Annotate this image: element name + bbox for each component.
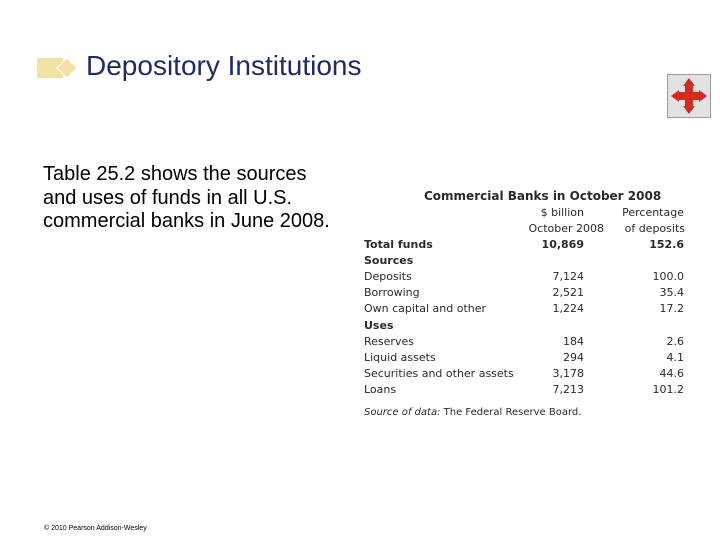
row-value-percent: 101.2 — [652, 383, 684, 396]
row-value-billion: 3,178 — [552, 367, 584, 380]
row-label: Deposits — [364, 270, 412, 283]
source-text: The Federal Reserve Board. — [443, 407, 582, 418]
table-row — [364, 254, 694, 270]
col2-header-line2: of deposits — [624, 222, 685, 235]
row-value-percent: 2.6 — [666, 335, 684, 348]
table-row — [364, 367, 694, 383]
row-label: Liquid assets — [364, 351, 436, 364]
row-value-percent: 44.6 — [659, 367, 684, 380]
table-row — [364, 335, 694, 351]
title-diamond-icon — [37, 56, 81, 80]
source-prefix: Source of data: — [364, 407, 441, 418]
table-row — [364, 270, 694, 286]
row-value-percent: 152.6 — [649, 238, 684, 251]
row-value-percent: 17.2 — [659, 302, 684, 315]
row-value-billion: 2,521 — [552, 286, 584, 299]
row-label: Uses — [364, 319, 394, 332]
col2-header-line1: Percentage — [622, 206, 684, 219]
copyright-notice: © 2010 Pearson Addison-Wesley — [44, 525, 147, 532]
row-value-percent: 4.1 — [666, 351, 684, 364]
row-value-billion: 7,124 — [552, 270, 584, 283]
col1-header-line2: October 2008 — [528, 222, 604, 235]
row-value-percent: 35.4 — [659, 286, 684, 299]
col1-header-line1: $ billion — [540, 206, 584, 219]
row-label: Securities and other assets — [364, 367, 514, 380]
slide-title: Depository Institutions — [86, 50, 362, 81]
row-label: Total funds — [364, 238, 433, 251]
table-row — [364, 286, 694, 302]
row-label: Sources — [364, 254, 414, 267]
table-caption: Commercial Banks in October 2008 — [424, 189, 662, 203]
slide-body-text: Table 25.2 shows the sources and uses of funds in all U.S. commercial banks in June 2008. — [43, 163, 330, 232]
row-label: Loans — [364, 383, 397, 396]
row-value-billion: 1,224 — [552, 302, 584, 315]
row-value-billion: 7,213 — [552, 383, 584, 396]
table-row — [364, 351, 694, 367]
navigation-button[interactable] — [667, 74, 711, 118]
four-way-arrows-icon — [668, 75, 710, 117]
row-label: Own capital and other — [364, 302, 487, 315]
row-value-billion: 10,869 — [541, 238, 584, 251]
table-row — [364, 383, 694, 399]
row-label: Borrowing — [364, 286, 420, 299]
table-row — [364, 302, 694, 318]
table-source-note — [364, 407, 581, 418]
table-row — [364, 319, 694, 335]
row-value-billion: 184 — [563, 335, 584, 348]
row-label: Reserves — [364, 335, 414, 348]
row-value-billion: 294 — [563, 351, 584, 364]
table-row — [364, 238, 694, 254]
row-value-percent: 100.0 — [652, 270, 684, 283]
